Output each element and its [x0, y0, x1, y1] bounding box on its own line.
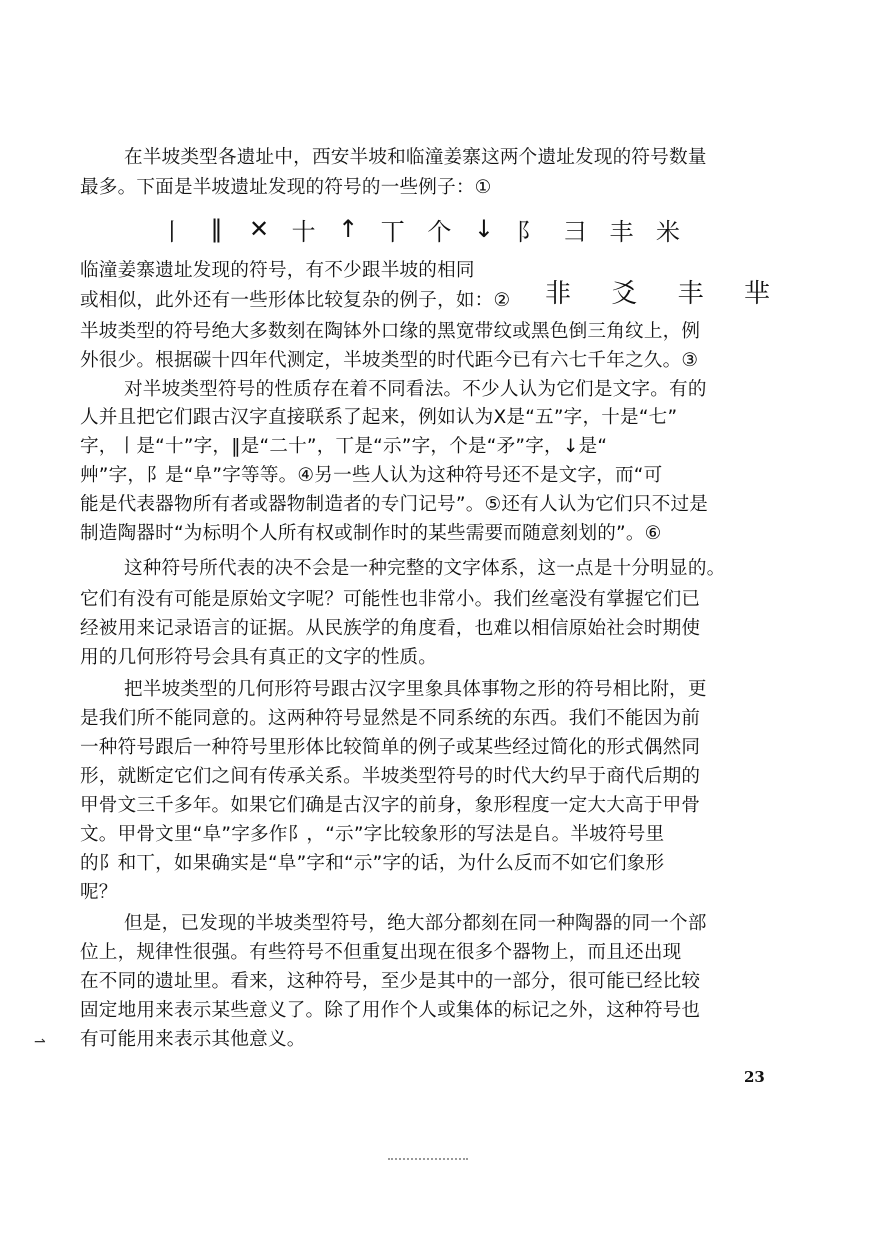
symbol-glyph: 丨 — [160, 217, 184, 246]
text-line-8: 人并且把它们跟古汉字直接联系了起来，例如认为Ⅹ是“五”字，十是“七” — [80, 407, 678, 428]
jiangzhai-symbols-row — [545, 274, 770, 308]
text-line-16: 用的几何形符号会具有真正的文字的性质。 — [80, 647, 438, 668]
text-line-18: 是我们所不能同意的。这两种符号显然是不同系统的东西。我们不能因为前 — [80, 708, 701, 729]
text-line-15: 经被用来记录语言的证据。从民族学的角度看，也难以相信原始社会时期使 — [80, 618, 701, 639]
text-line-26: 位上，规律性很强。有些符号不但重复出现在很多个器物上，而且还出现 — [80, 942, 682, 963]
text-line-10: 艸”字，阝是“阜”字等等。④另一些人认为这种符号还不是文字，而“可 — [80, 465, 663, 486]
text-line-19: 一种符号跟后一种符号里形体比较简单的例子或某些经过简化的形式偶然同 — [80, 737, 701, 758]
symbol-glyph: ‖ — [210, 215, 223, 243]
text-line-4: 或相似，此外还有一些形体比较复杂的例子，如：② — [80, 290, 511, 311]
text-line-29: 有可能用来表示其他意义。 — [80, 1029, 306, 1050]
text-line-5: 半坡类型的符号绝大多数刻在陶钵外口缘的黑宽带纹或黑色倒三角纹上，例 — [80, 321, 701, 342]
text-line-6: 外很少。根据碳十四年代测定，半坡类型的时代距今已有六七千年之久。③ — [80, 350, 699, 371]
text-line-20: 形，就断定它们之间有传承关系。半坡类型符号的时代大约早于商代后期的 — [80, 766, 701, 787]
scan-artifact-dots — [388, 1158, 468, 1164]
text-line-3: 临潼姜寨遗址发现的符号，有不少跟半坡的相同 — [80, 260, 475, 281]
text-line-22: 文。甲骨文里“阜”字多作阝，“示”字比较象形的写法是𠂤。半坡符号里 — [80, 824, 665, 845]
text-line-1: 在半坡类型各遗址中，西安半坡和临潼姜寨这两个遗址发现的符号数量 — [124, 147, 707, 168]
symbol-glyph: ✕ — [249, 215, 270, 243]
symbol-glyph: ↓ — [473, 215, 494, 243]
text-line-21: 甲骨文三千多年。如果它们确是古汉字的前身，象形程度一定大大高于甲骨 — [80, 795, 701, 816]
text-line-14: 它们有没有可能是原始文字呢？可能性也非常小。我们丝毫没有掌握它们已 — [80, 589, 701, 610]
symbol-glyph: 丅 — [380, 217, 405, 246]
text-line-27: 在不同的遗址里。看来，这种符号，至少是其中的一部分，很可能已经比较 — [80, 971, 701, 992]
text-line-11: 能是代表器物所有者或器物制造者的专门记号”。⑤还有人认为它们只不过是 — [80, 494, 709, 515]
symbol-glyph: 非 — [545, 278, 572, 309]
text-line-24: 呢？ — [80, 882, 118, 903]
page-number: 23 — [744, 1068, 765, 1086]
text-line-13: 这种符号所代表的决不会是一种完整的文字体系，这一点是十分明显的。 — [124, 558, 726, 579]
text-line-25: 但是，已发现的半坡类型符号，绝大部分都刻在同一种陶器的同一个部 — [124, 913, 707, 934]
symbol-glyph: 米 — [656, 217, 680, 246]
symbol-glyph: 爻 — [611, 278, 638, 309]
symbol-glyph: 个 — [427, 217, 452, 246]
banpo-symbols-row — [160, 212, 680, 246]
symbol-glyph: 芈 — [743, 278, 770, 309]
symbol-glyph: 阝 — [516, 217, 541, 246]
symbol-glyph: 十 — [291, 217, 316, 246]
symbol-glyph: 丰 — [677, 278, 704, 309]
text-line-28: 固定地用来表示某些意义了。除了用作个人或集体的标记之外，这种符号也 — [80, 1000, 701, 1021]
text-line-2: 最多。下面是半坡遗址发现的符号的一些例子：① — [80, 177, 492, 198]
text-line-23: 的阝和丅，如果确实是“阜”字和“示”字的话，为什么反而不如它们象形 — [80, 853, 665, 874]
text-line-7: 对半坡类型符号的性质存在着不同看法。不少人认为它们是文字。有的 — [124, 379, 707, 400]
symbol-glyph: 彐 — [562, 217, 587, 246]
text-line-12: 制造陶器时“为标明个人所有权或制作时的某些需要而随意刻划的”。⑥ — [80, 523, 662, 544]
text-line-9: 字，丨是“十”字，‖是“二十”，丅是“示”字，个是“矛”字，↓是“ — [80, 436, 608, 457]
symbol-glyph: 丰 — [609, 217, 634, 246]
margin-arrow-mark: ⇀ — [34, 1034, 46, 1050]
symbol-glyph: ↑ — [338, 215, 359, 243]
text-line-17: 把半坡类型的几何形符号跟古汉字里象具体事物之形的符号相比附，更 — [124, 679, 707, 700]
